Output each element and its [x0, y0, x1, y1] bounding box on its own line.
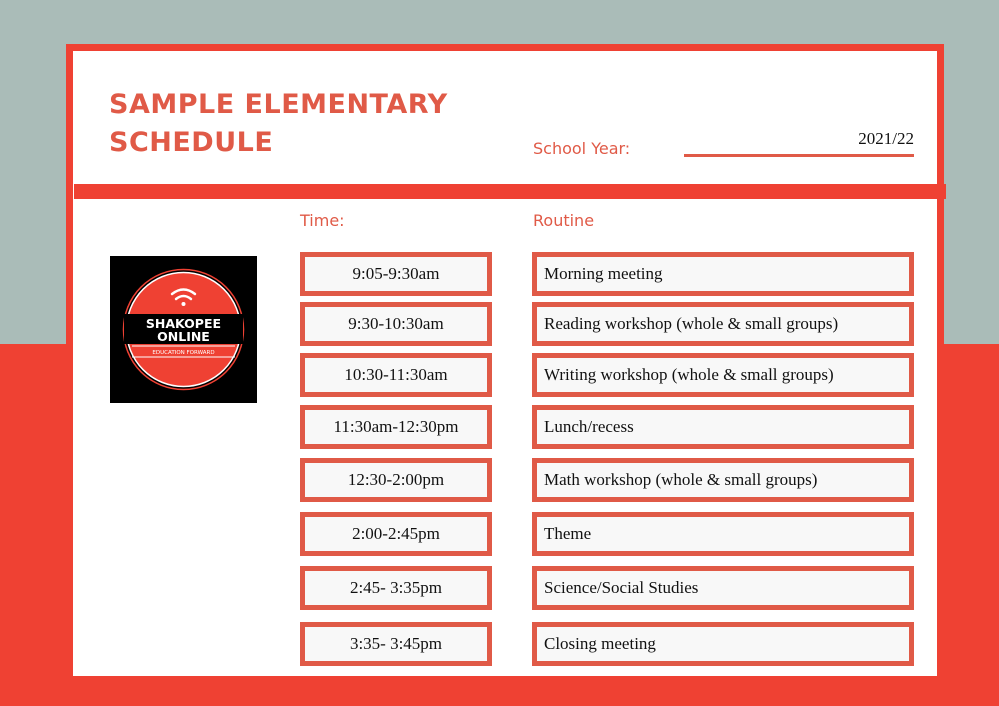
- title-line-1: SAMPLE ELEMENTARY: [109, 89, 448, 120]
- time-cell: 2:45- 3:35pm: [300, 566, 492, 610]
- shakopee-online-logo: [110, 256, 257, 403]
- time-cell: 3:35- 3:45pm: [300, 622, 492, 666]
- time-cell: 9:30-10:30am: [300, 302, 492, 346]
- routine-cell: Science/Social Studies: [532, 566, 914, 610]
- card-bottom-band: [66, 676, 944, 706]
- routine-cell: Reading workshop (whole & small groups): [532, 302, 914, 346]
- title-line-2: SCHEDULE: [109, 127, 274, 158]
- header-divider: [74, 184, 946, 199]
- page-title: [109, 86, 529, 162]
- routine-cell: Closing meeting: [532, 622, 914, 666]
- routine-cell: Morning meeting: [532, 252, 914, 296]
- routine-cell: Math workshop (whole & small groups): [532, 458, 914, 502]
- time-cell: 2:00-2:45pm: [300, 512, 492, 556]
- time-cell: 9:05-9:30am: [300, 252, 492, 296]
- logo-text-line2: ONLINE: [157, 329, 210, 344]
- logo-graphic: [110, 256, 257, 403]
- routine-cell: Lunch/recess: [532, 405, 914, 449]
- routine-column-header: Routine: [533, 211, 595, 230]
- time-cell: 10:30-11:30am: [300, 353, 492, 397]
- school-year-underline: [684, 154, 914, 157]
- routine-cell: Writing workshop (whole & small groups): [532, 353, 914, 397]
- logo-text-line1: SHAKOPEE: [145, 316, 222, 331]
- school-year-label: School Year:: [533, 139, 631, 158]
- time-column-header: Time:: [300, 211, 345, 230]
- time-cell: 11:30am-12:30pm: [300, 405, 492, 449]
- routine-cell: Theme: [532, 512, 914, 556]
- logo-tagline: EDUCATION FORWARD: [152, 350, 215, 356]
- school-year-value: 2021/22: [858, 129, 914, 148]
- time-cell: 12:30-2:00pm: [300, 458, 492, 502]
